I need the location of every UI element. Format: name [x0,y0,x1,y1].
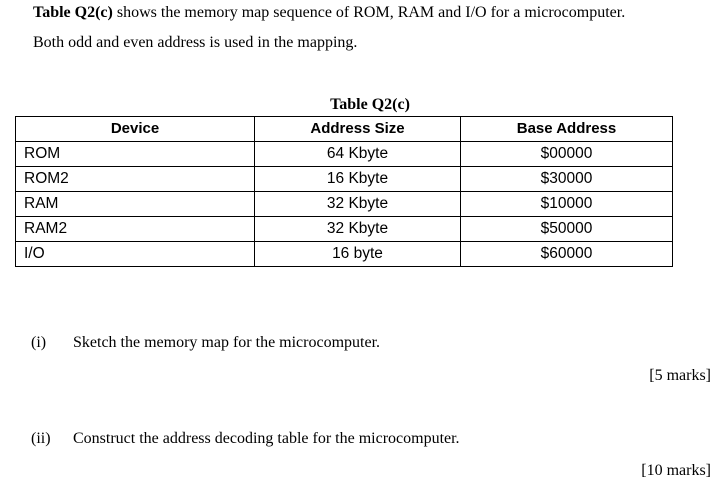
table-row [16,167,673,192]
table-row [16,217,673,242]
question-text: Construct the address decoding table for the microcomputer. [73,430,460,447]
cell-device: ROM [16,142,255,167]
cell-address-size: 64 Kbyte [255,142,461,167]
question-i [31,333,631,353]
cell-address-size: 16 Kbyte [255,167,461,192]
cell-base-address: $30000 [461,167,673,192]
intro-line-2: Both odd and even address is used in the mapping. [33,34,358,51]
header-device: Device [16,117,255,142]
table-row [16,242,673,267]
cell-device: I/O [16,242,255,267]
question-text: Sketch the memory map for the microcomputer. [73,334,381,351]
cell-device: ROM2 [16,167,255,192]
table-caption: Table Q2(c) [330,96,410,113]
intro-line-1-text: shows the memory map sequence of ROM, RAM and I/O for a microcomputer. [112,4,626,21]
cell-address-size: 32 Kbyte [255,217,461,242]
table-row [16,142,673,167]
table-row [16,192,673,217]
cell-device: RAM [16,192,255,217]
header-address-size: Address Size [255,117,461,142]
memory-map-table [15,116,673,267]
table-reference: Table Q2(c) [33,4,113,21]
cell-base-address: $10000 [461,192,673,217]
question-i-marks: [5 marks] [649,367,711,384]
question-ii-marks: [10 marks] [641,462,711,479]
header-base-address: Base Address [461,117,673,142]
cell-device: RAM2 [16,217,255,242]
cell-base-address: $00000 [461,142,673,167]
question-ii [31,429,631,449]
cell-base-address: $60000 [461,242,673,267]
cell-address-size: 16 byte [255,242,461,267]
question-number: (i) [31,334,47,351]
cell-address-size: 32 Kbyte [255,192,461,217]
question-number: (ii) [31,430,51,447]
intro-line-1 [33,3,625,23]
table-header-row [16,117,673,142]
cell-base-address: $50000 [461,217,673,242]
